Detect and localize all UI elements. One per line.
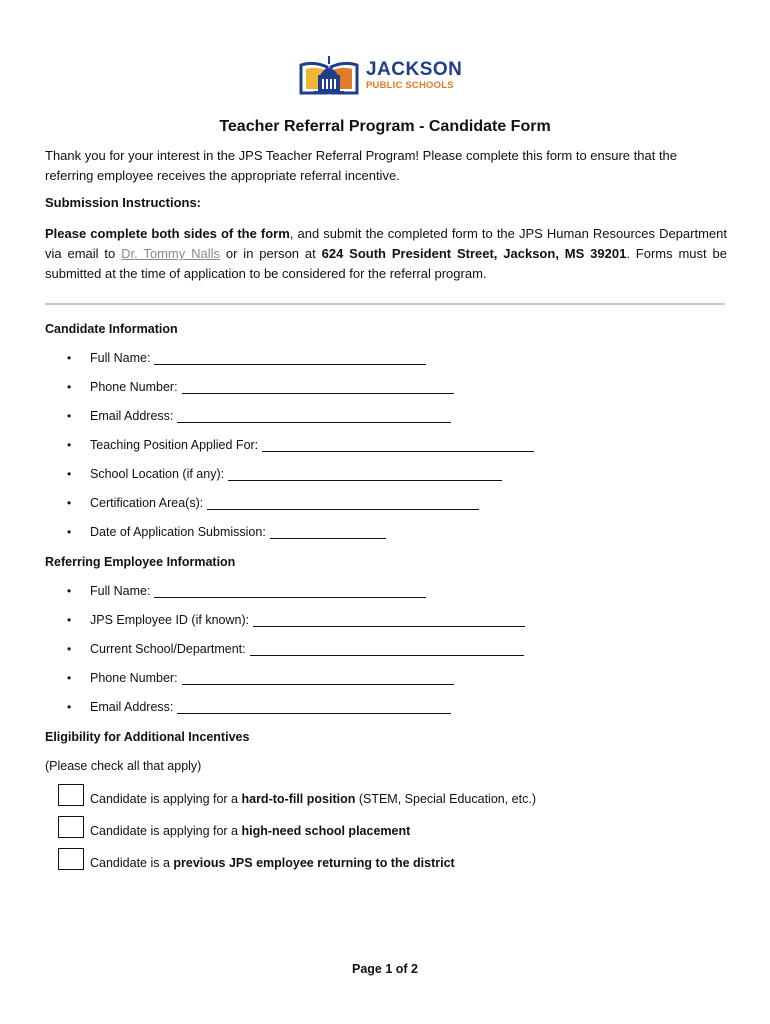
candidate-full-name-field: • Full Name:: [67, 351, 426, 365]
candidate-certification-input[interactable]: [207, 497, 479, 510]
logo-subtitle: PUBLIC SCHOOLS: [366, 79, 454, 91]
field-label: Teaching Position Applied For:: [90, 438, 259, 452]
field-label: Certification Area(s):: [90, 496, 204, 510]
label-text: (STEM, Special Education, etc.): [355, 792, 536, 806]
instruction-text-2: or in person at: [220, 246, 322, 261]
candidate-phone-field: • Phone Number:: [67, 380, 454, 394]
checkbox-high-need[interactable]: [58, 816, 84, 838]
email-link[interactable]: Dr. Tommy Nalls: [121, 246, 221, 261]
office-address: 624 South President Street, Jackson, MS 39201: [321, 246, 627, 261]
referrer-employee-id-field: • JPS Employee ID (if known):: [67, 613, 525, 627]
candidate-email-field: • Email Address:: [67, 409, 451, 423]
candidate-certification-field: • Certification Area(s):: [67, 496, 479, 510]
candidate-school-input[interactable]: [228, 468, 502, 481]
referrer-full-name-field: • Full Name:: [67, 584, 426, 598]
instruction-text-1: , and submit the completed form to the JPS Human Resources Department via email to: [45, 226, 728, 261]
candidate-position-input[interactable]: [262, 439, 534, 452]
label-text: Candidate is a: [90, 856, 174, 870]
field-label: JPS Employee ID (if known):: [90, 613, 250, 627]
label-bold: hard-to-fill position: [241, 792, 356, 806]
page-number: Page 1 of 2: [352, 962, 418, 976]
instruction-text-3: . Forms must be submitted at the time of application to be considered for the referral program.: [45, 246, 727, 281]
intro-paragraph: Thank you for your interest in the JPS Teacher Referral Program! Please complete this form to ensure that the referring employee receives the appropriate referral incentive.: [45, 148, 678, 183]
candidate-position-field: • Teaching Position Applied For:: [67, 438, 534, 452]
referrer-phone-input[interactable]: [182, 672, 454, 685]
logo-name: JACKSON: [366, 58, 463, 80]
checkbox-row-hard-to-fill: [58, 784, 536, 806]
referrer-phone-field: • Phone Number:: [67, 671, 454, 685]
candidate-full-name-input[interactable]: [154, 352, 426, 365]
eligibility-section-heading: Eligibility for Additional Incentives: [45, 730, 250, 744]
field-label: Email Address:: [90, 700, 174, 714]
jps-logo: [298, 52, 478, 98]
referrer-department-input[interactable]: [250, 643, 524, 656]
field-label: Full Name:: [90, 351, 151, 365]
referrer-employee-id-input[interactable]: [253, 614, 525, 627]
checkbox-row-high-need: [58, 816, 410, 838]
candidate-date-field: • Date of Application Submission:: [67, 525, 386, 539]
field-label: Email Address:: [90, 409, 174, 423]
referrer-full-name-input[interactable]: [154, 585, 426, 598]
field-label: Phone Number:: [90, 671, 178, 685]
checkbox-row-returning: [58, 848, 455, 870]
field-label: Full Name:: [90, 584, 151, 598]
field-label: Current School/Department:: [90, 642, 246, 656]
submission-heading: Submission Instructions:: [45, 195, 202, 210]
field-label: Date of Application Submission:: [90, 525, 266, 539]
page-title: Teacher Referral Program - Candidate Form: [219, 118, 551, 135]
referring-section-heading: Referring Employee Information: [45, 555, 236, 569]
section-divider: [45, 303, 725, 305]
checkbox-returning[interactable]: [58, 848, 84, 870]
referrer-department-field: • Current School/Department:: [67, 642, 524, 656]
label-text: Candidate is applying for a: [90, 792, 242, 806]
candidate-phone-input[interactable]: [182, 381, 454, 394]
submission-instructions: [45, 224, 727, 284]
candidate-school-field: • School Location (if any):: [67, 467, 502, 481]
checkbox-label: [90, 792, 536, 806]
referrer-email-input[interactable]: [177, 701, 451, 714]
referrer-email-field: • Email Address:: [67, 700, 451, 714]
capitol-book-icon: [298, 53, 360, 97]
checkbox-label: [90, 824, 410, 838]
instruction-bold: Please complete both sides of the form: [45, 226, 290, 241]
field-label: Phone Number:: [90, 380, 178, 394]
checkbox-label: [90, 856, 455, 870]
eligibility-note: (Please check all that apply): [45, 759, 202, 773]
label-text: Candidate is applying for a: [90, 824, 242, 838]
candidate-email-input[interactable]: [177, 410, 451, 423]
label-bold: high-need school placement: [241, 824, 411, 838]
candidate-date-input[interactable]: [270, 526, 386, 539]
checkbox-hard-to-fill[interactable]: [58, 784, 84, 806]
field-label: School Location (if any):: [90, 467, 225, 481]
label-bold: previous JPS employee returning to the district: [173, 856, 455, 870]
candidate-section-heading: Candidate Information: [45, 322, 178, 336]
